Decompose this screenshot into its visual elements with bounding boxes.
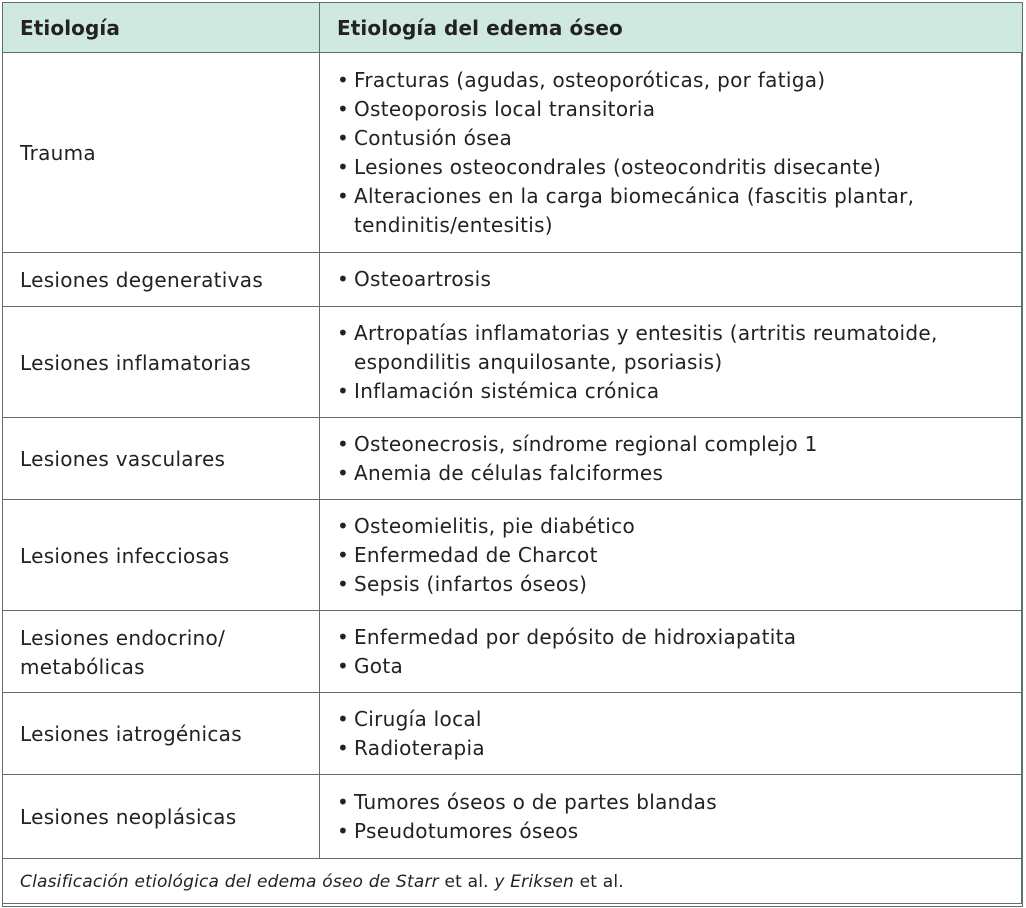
list-item: • Gota	[337, 653, 404, 678]
row-category: Lesiones degenerativas	[3, 253, 320, 307]
etiology-table	[2, 2, 1023, 907]
caption-text: y Eriksen	[494, 872, 575, 892]
row-category: Trauma	[3, 53, 320, 253]
list-item: • Fracturas (agudas, osteoporóticas, por fatiga)	[337, 67, 826, 92]
table-header-row	[3, 3, 1023, 53]
row-items	[320, 253, 1023, 307]
row-items	[320, 500, 1023, 611]
list-item: • Inflamación sistémica crónica	[337, 378, 660, 403]
table-row	[3, 307, 1023, 418]
caption-text: Clasificación etiológica del edema óseo de Starr	[20, 872, 439, 892]
table-row	[3, 611, 1023, 693]
list-item: • Enfermedad por depósito de hidroxiapatita	[337, 624, 797, 649]
caption-text: et al.	[574, 872, 624, 892]
list-item: • Osteonecrosis, síndrome regional complejo 1	[337, 431, 818, 456]
row-items	[320, 693, 1023, 775]
caption-text: et al.	[438, 872, 495, 892]
row-items	[320, 307, 1023, 418]
row-items	[320, 775, 1023, 859]
list-item: • Sepsis (infartos óseos)	[337, 571, 588, 596]
row-category: Lesiones iatrogénicas	[3, 693, 320, 775]
list-item: • Osteoporosis local transitoria	[337, 96, 656, 121]
list-item: • Osteomielitis, pie diabético	[337, 513, 635, 538]
list-item: • Enfermedad de Charcot	[337, 542, 598, 567]
list-item: • Artropatías inflamatorias y entesitis (artritis reumatoide, espondilitis anquilosante, psoriasis)	[337, 320, 938, 374]
row-category: Lesiones endocrino/ metabólicas	[3, 611, 320, 693]
table-row	[3, 253, 1023, 307]
header-etiologia-edema: Etiología del edema óseo	[320, 3, 1023, 53]
table-row	[3, 53, 1023, 253]
table-caption	[3, 859, 1023, 907]
table-row	[3, 775, 1023, 859]
list-item: • Anemia de células falciformes	[337, 460, 664, 485]
list-item: • Cirugía local	[337, 706, 482, 731]
row-items	[320, 611, 1023, 693]
list-item: • Alteraciones en la carga biomecánica (fascitis plantar, tendinitis/entesitis)	[337, 183, 915, 237]
row-category: Lesiones inflamatorias	[3, 307, 320, 418]
list-item: • Tumores óseos o de partes blandas	[337, 789, 717, 814]
row-category: Lesiones vasculares	[3, 418, 320, 500]
row-items	[320, 418, 1023, 500]
list-item: • Lesiones osteocondrales (osteocondritis disecante)	[337, 154, 882, 179]
list-item: • Contusión ósea	[337, 125, 513, 150]
caption-row	[3, 859, 1023, 907]
list-item: • Pseudotumores óseos	[337, 818, 579, 843]
list-item: • Radioterapia	[337, 735, 485, 760]
list-item: • Osteoartrosis	[337, 267, 492, 291]
row-items	[320, 53, 1023, 253]
table-row	[3, 693, 1023, 775]
header-etiologia: Etiología	[3, 3, 320, 53]
table-row	[3, 418, 1023, 500]
row-category: Lesiones infecciosas	[3, 500, 320, 611]
table-row	[3, 500, 1023, 611]
row-category: Lesiones neoplásicas	[3, 775, 320, 859]
